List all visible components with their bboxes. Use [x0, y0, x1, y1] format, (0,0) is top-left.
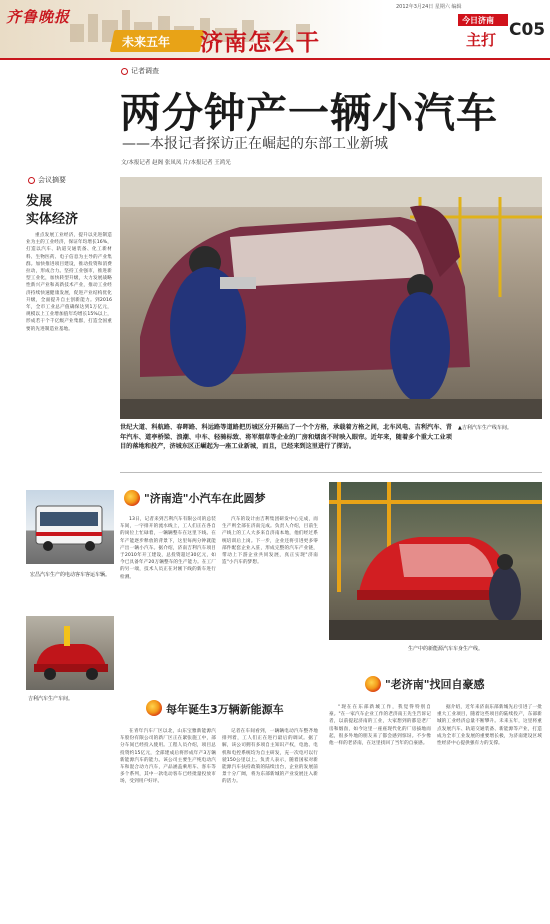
- section1-col1-text: 13日，记者来到吉利汽车有限公司的总装车间，一字排开的流水线上，工人们正在各自的岗位上忙碌着，一辆辆整车在这里下线。在年产能逐步释放的背景下，这里每两分钟就能产出一辆小汽车。据介绍，济南吉利汽车项目于2010年开工建设，总投资超过30亿元，如今已具备年产20万辆整车的生产能力。在工厂的另一端，技术人员正在对刚下线的新车进行检测。: [120, 517, 216, 580]
- byline: 文/本报记者 赵阁 张凤凤 片/本报记者 王鸿光: [121, 160, 231, 166]
- section1-col2: [222, 516, 318, 692]
- section-divider: [120, 472, 542, 473]
- kicker-bullet-icon: [121, 68, 128, 75]
- main-photo: [120, 177, 542, 419]
- sidebar-bullet-icon: [28, 177, 35, 184]
- banner-large-title: 济南怎么干: [200, 30, 320, 56]
- lead-paragraph: 世纪大道、科航路、春晖路、科远路等道路把历城区分开隔出了一个个方格，承载着方格之间，北车风电、吉利汽车、青年汽车、道亭桥梁、浪潮、中车、轻骑标致、将军烟草等企业的厂房和烟囱不时映入眼帘。近年来，随着多个重大工业项目的落地和投产，济城东区正崛起为一座工业新城，而且，已经来到这里进行了探访。: [120, 424, 452, 451]
- section1-col2-text: 汽车的设计由吉利集团研发中心完成，而生产则全部在济南完成。负责人介绍，目前生产线上的工人大多来自济南本地，他们经过系统培训后上岗。下一步，企业还将引进更多零部件配套企业入驻，形成完整的汽车产业链，带动上下游企业共同发展，真正实现"济南造"小汽车的梦想。: [222, 517, 318, 566]
- sidebar-title-line1: 发展: [26, 194, 53, 209]
- section3-col2-text: 据介绍，近年来济南东部新城先后引进了一批重大工业项目，随着这些项目的陆续投产，东部新城的工业经济总量不断攀升。未来五年，这里将重点发展汽车、轨道交通装备、新能源等产业，打造成为全市工业发展的重要增长极，为济南建设区域性经济中心提供强有力的支撑。: [437, 705, 542, 747]
- section2-flame-icon: [146, 700, 162, 716]
- section1-photo: [329, 482, 542, 640]
- masthead-rule: [0, 58, 550, 60]
- sub-headline: ——本报记者探访正在崛起的东部工业新城: [122, 136, 388, 152]
- car-body-line-illustration: [329, 482, 542, 640]
- banner-small-title: 未来五年: [122, 35, 171, 49]
- section2-title: 每年诞生3万辆新能源车: [166, 703, 284, 716]
- sidebar-body-text: 重点发展工业经济，提升以先进制造业为主的工业经济，保证年均增长16%，打造以汽车、轨道交通装备、化工新材料、生物医药、电子信息为主导的产业集群。加快推进项目建设，推动投资和消费拉动，形成合力。坚持工业强市，推进新型工业化，加快转型升级，大力发展战略性新兴产业和高新技术产业，推动工业经济持续快速健康发展，促进产业结构优化升级，全面提升自主创新能力。到2016年，全市工业总产值确保达到1万亿元，规模以上工业增加值年均增长15%以上，形成若干个千亿级产业集群，打造全国重要的先进制造业基地。: [26, 233, 112, 332]
- section3-title: "老济南"找回自豪感: [385, 678, 485, 691]
- bus-icon: [26, 490, 114, 564]
- section3-col2: [437, 704, 542, 918]
- sidebar-label: 会议摘要: [38, 176, 66, 184]
- section3-col1-text: "现在在东部新城工作，我觉得特别自豪。"在一家汽车企业工作的老济南王先生告诉记者，以前提起济南的工业，大家想到的都是老厂房和烟囱，如今这里一座座现代化的厂房拔地而起，很多外地的朋友来了都会感到惊讶。不少像他一样的老济南，在这里找回了当年的自豪感。: [329, 705, 431, 747]
- paper-logo: 齐鲁晚报: [6, 8, 71, 26]
- section2-col2-text: 记者在车间看到，一辆辆电动汽车整齐地排列着，工人们正在进行最后的调试。据了解，该公司拥有多项自主知识产权，电池、电机和电控系统均为自主研发，充一次电可以行驶150公里以上。负责人表示，随着国家对新能源汽车扶持政策的陆续出台，企业的发展前景十分广阔，将为东部新城的产业发展注入新的活力。: [222, 729, 318, 785]
- section2-col1: [120, 728, 216, 918]
- section-tag-label: 今日济南: [462, 16, 494, 25]
- sidebar-body: [26, 232, 112, 470]
- section2-col1-text: 在青年汽车厂区以北，山东宝雅新能源汽车股份有限公司的新厂区正在紧张施工中，部分车间已经投入使用。工程人员介绍，项目总投资约15亿元，全部建成后将形成年产3万辆新能源汽车的能力。该公司主要生产纯电动汽车和混合动力汽车，产品涵盖乘用车、客车等多个系列，其中一款电动客车已经批量投放市场，受到用户好评。: [120, 729, 216, 785]
- main-photo-caption: ▲吉利汽车生产线车间。: [458, 425, 512, 431]
- section1-photo-caption: 生产中的新能源汽车车身生产线。: [408, 646, 484, 652]
- sidebar-photo-bus: [26, 490, 114, 564]
- assembly-line-illustration: [120, 177, 542, 419]
- section3-col1: [329, 704, 431, 918]
- main-headline: 两分钟产一辆小汽车: [120, 89, 498, 137]
- issue-date: 2012年3月24日 星期六 编辑: [396, 4, 462, 10]
- masthead: [0, 0, 550, 60]
- page-kicker: 主打: [466, 31, 497, 49]
- section2-col2: [222, 728, 318, 918]
- section3-flame-icon: [365, 676, 381, 692]
- section1-col1: [120, 516, 216, 692]
- sidebar-photo2-caption: 吉利汽车生产车间。: [28, 696, 74, 702]
- sidebar-photo-workshop: [26, 616, 114, 690]
- article-kicker: 记者调查: [131, 67, 159, 75]
- car-icon: [26, 616, 114, 690]
- section1-flame-icon: [124, 490, 140, 506]
- page-number: C05: [509, 20, 546, 40]
- section1-title: "济南造"小汽车在此圆梦: [144, 492, 266, 505]
- sidebar-title-line2: 实体经济: [26, 212, 79, 227]
- sidebar-photo1-caption: 宏昌汽车生产的电动客车客运车辆。: [30, 572, 111, 578]
